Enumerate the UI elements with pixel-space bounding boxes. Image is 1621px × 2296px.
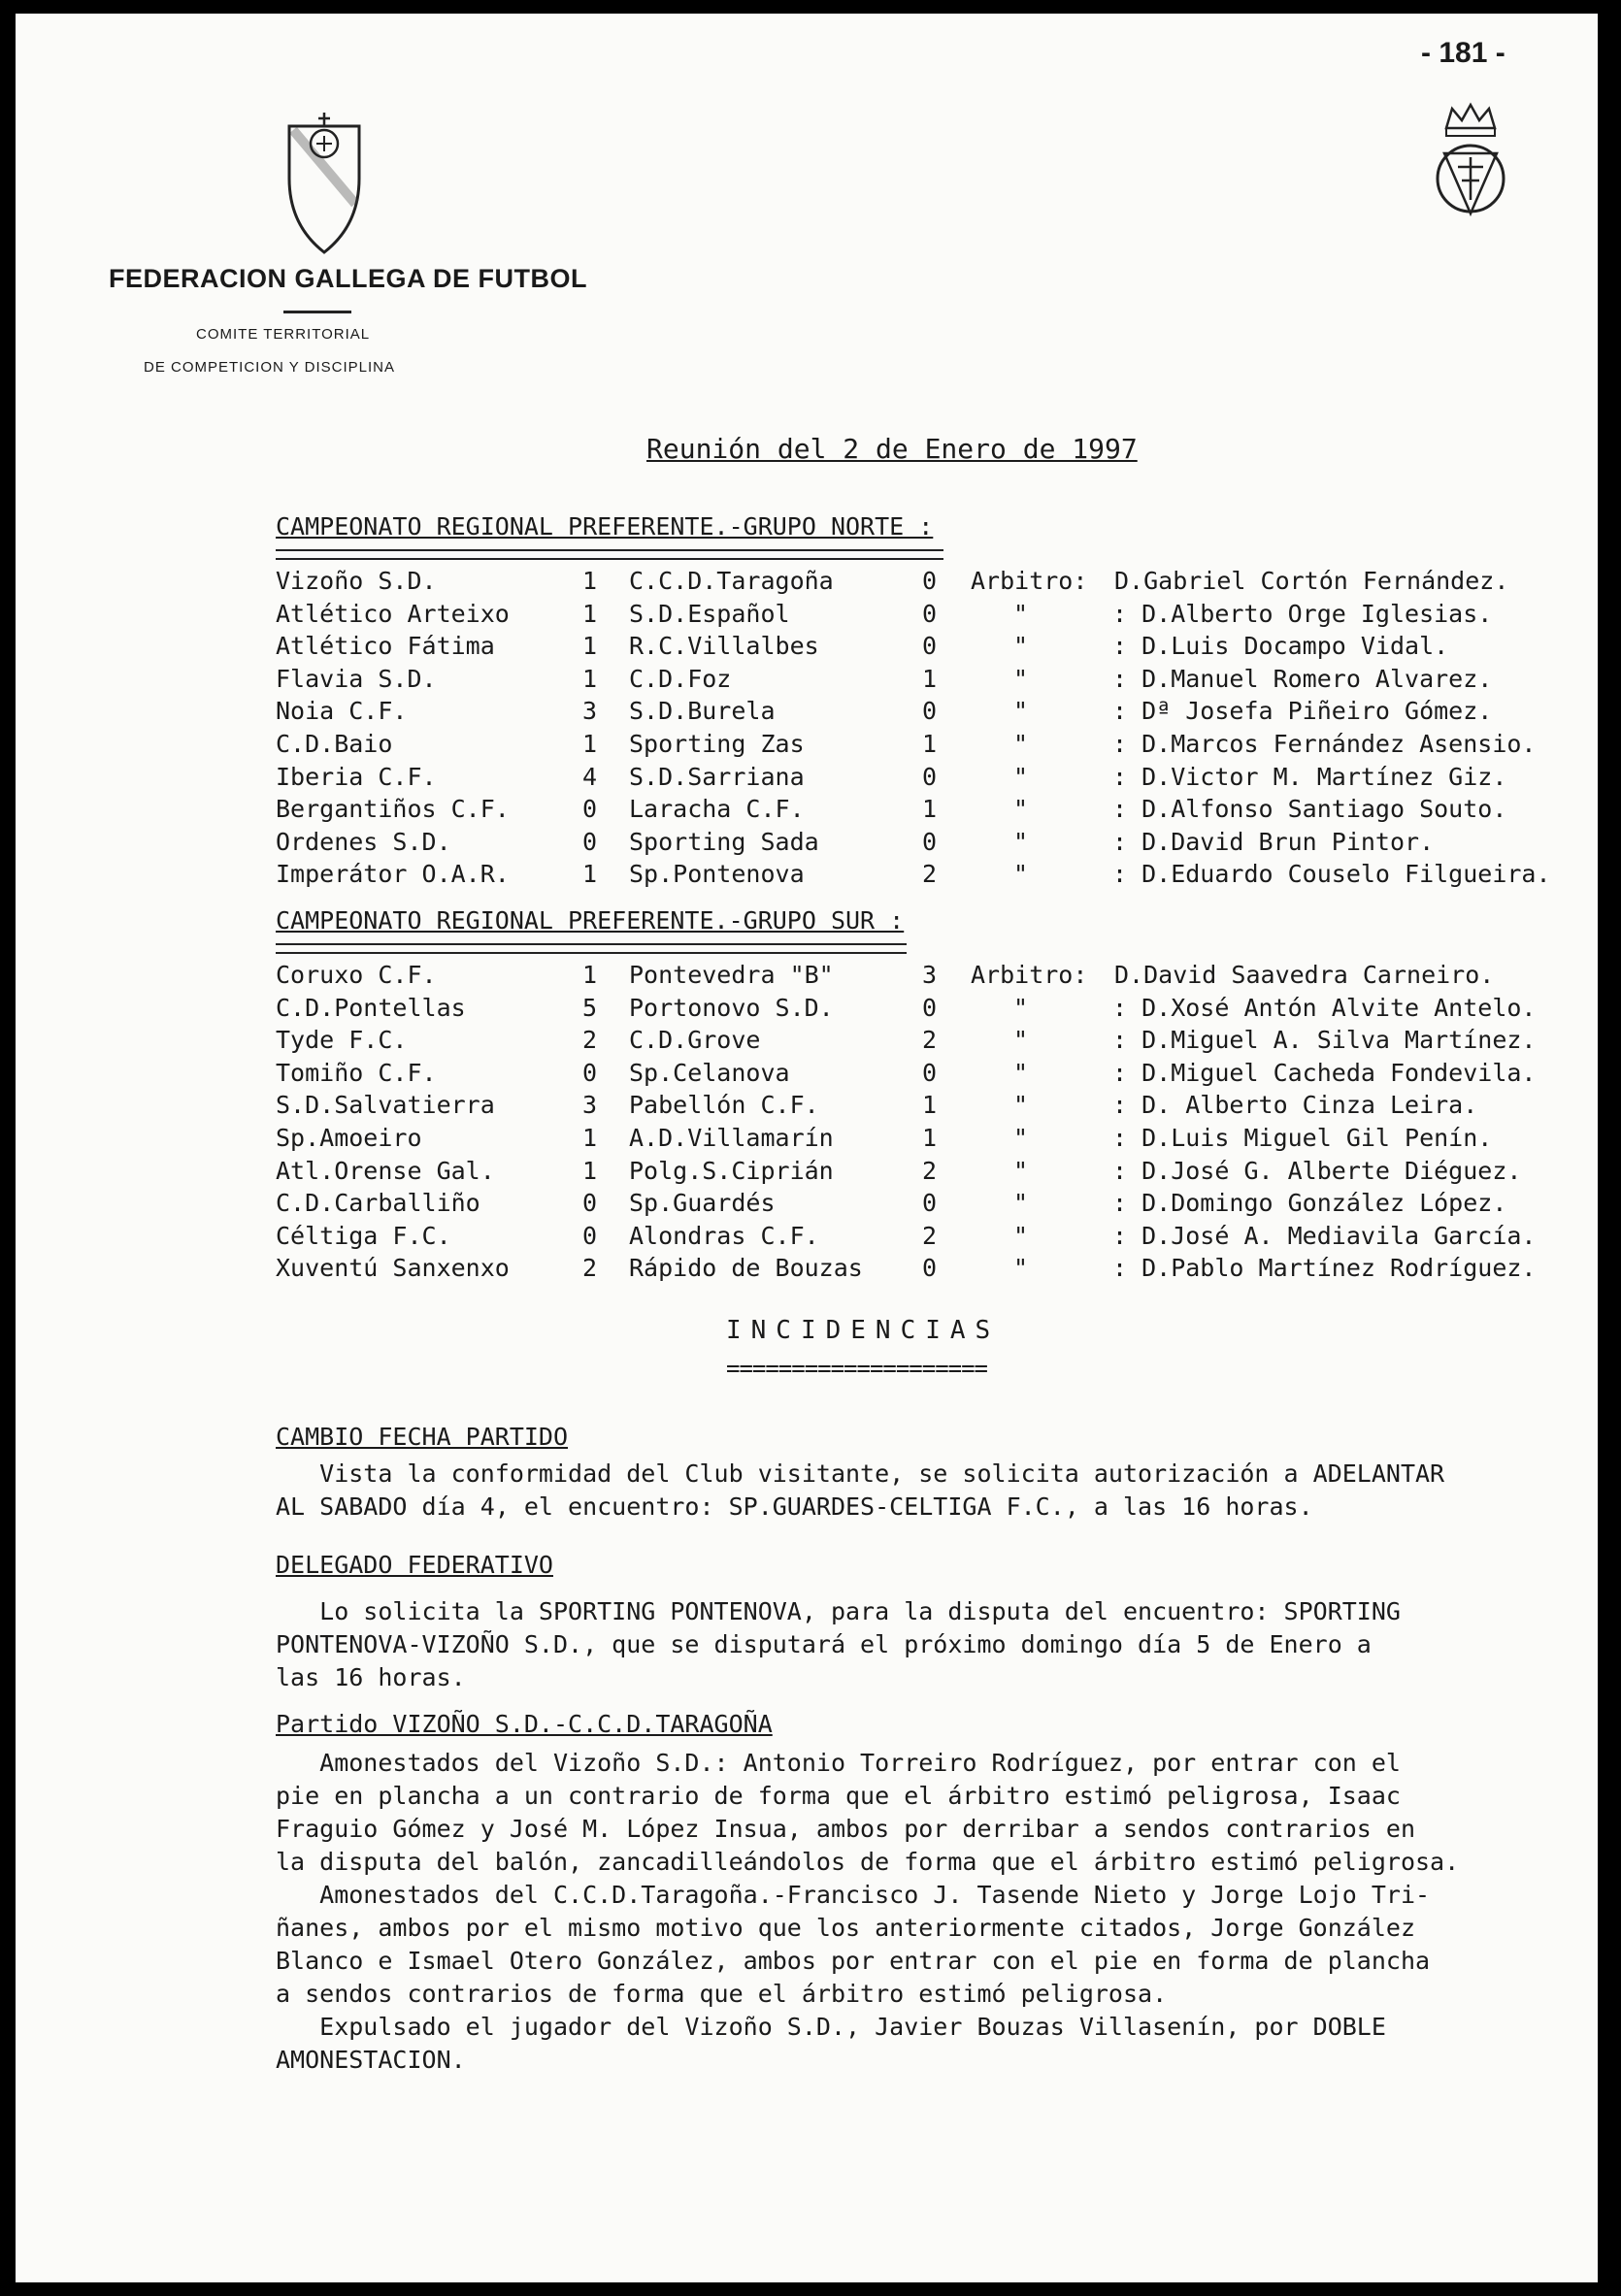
referee-label: " <box>1013 599 1029 628</box>
referee-label: " <box>1013 730 1029 758</box>
home-team: Flavia S.D. <box>276 664 437 693</box>
north-heading-double-rule <box>276 549 943 560</box>
referee-label: " <box>1013 860 1029 889</box>
text-line: Lo solicita la SPORTING PONTENOVA, para la disputa del encuentro: SPORTING <box>276 1597 1401 1625</box>
away-team: Sp.Pontenova <box>629 860 805 889</box>
referee-name: : D. Alberto Cinza Leira. <box>1112 1091 1478 1120</box>
referee-name: : D.Victor M. Martínez Giz. <box>1112 762 1507 791</box>
home-team: Coruxo C.F. <box>276 961 437 989</box>
away-score: 3 <box>922 961 938 989</box>
away-score: 1 <box>922 1124 938 1152</box>
home-team: Bergantiños C.F. <box>276 795 510 824</box>
away-score: 1 <box>922 1091 938 1120</box>
referee-label: " <box>1013 993 1029 1022</box>
referee-label: " <box>1013 1156 1029 1185</box>
away-team: Sp.Guardés <box>629 1189 776 1218</box>
away-team: Sporting Sada <box>629 827 819 856</box>
south-results-table <box>276 961 1576 1291</box>
away-team: S.D.Español <box>629 599 790 628</box>
referee-label: " <box>1013 1221 1029 1250</box>
home-score: 0 <box>582 1221 598 1250</box>
home-team: Atlético Arteixo <box>276 599 510 628</box>
away-score: 2 <box>922 1221 938 1250</box>
home-score: 1 <box>582 1124 598 1152</box>
home-team: C.D.Carballiño <box>276 1189 480 1218</box>
home-score: 1 <box>582 1156 598 1185</box>
referee-name: : D.Alfonso Santiago Souto. <box>1112 795 1507 824</box>
referee-name: D.Gabriel Cortón Fernández. <box>1114 567 1509 595</box>
referee-label: " <box>1013 1091 1029 1120</box>
text-line: Blanco e Ismael Otero González, ambos por entrar con el pie en forma de plancha <box>276 1947 1431 1975</box>
away-team: Pontevedra "B" <box>629 961 834 989</box>
away-team: C.D.Foz <box>629 664 732 693</box>
south-heading-double-rule <box>276 943 907 954</box>
away-team: C.D.Grove <box>629 1026 761 1055</box>
referee-label: " <box>1013 1058 1029 1087</box>
away-team: A.D.Villamarín <box>629 1124 834 1152</box>
away-score: 1 <box>922 664 938 693</box>
south-group-heading: CAMPEONATO REGIONAL PREFERENTE.-GRUPO SUR : <box>276 906 905 935</box>
referee-name: : D.Pablo Martínez Rodríguez. <box>1112 1254 1537 1283</box>
away-score: 1 <box>922 730 938 758</box>
referee-name: D.David Saavedra Carneiro. <box>1114 961 1495 989</box>
away-team: Sporting Zas <box>629 730 805 758</box>
referee-label: " <box>1013 632 1029 661</box>
referee-name: : D.Miguel A. Silva Martínez. <box>1112 1026 1537 1055</box>
away-score: 2 <box>922 860 938 889</box>
meeting-title: Reunión del 2 de Enero de 1997 <box>646 433 1138 465</box>
text-line: Amonestados del C.C.D.Taragoña.-Francisco J. Tasende Nieto y Jorge Lojo Tri- <box>276 1881 1431 1909</box>
referee-label: " <box>1013 1026 1029 1055</box>
referee-name: : D.Marcos Fernández Asensio. <box>1112 730 1537 758</box>
home-score: 1 <box>582 632 598 661</box>
delegado-federativo-body <box>276 1595 1401 1694</box>
referee-label: Arbitro: <box>971 567 1088 595</box>
away-score: 0 <box>922 599 938 628</box>
referee-name: : D.Luis Docampo Vidal. <box>1112 632 1449 661</box>
referee-name: : D.Domingo González López. <box>1112 1189 1507 1218</box>
away-score: 2 <box>922 1026 938 1055</box>
away-score: 0 <box>922 1254 938 1283</box>
home-team: Vizoño S.D. <box>276 567 437 595</box>
referee-name: : Dª Josefa Piñeiro Gómez. <box>1112 697 1493 726</box>
text-line: pie en plancha a un contrario de forma que el árbitro estimó peligrosa, Isaac <box>276 1782 1401 1810</box>
away-team: R.C.Villalbes <box>629 632 819 661</box>
away-team: C.C.D.Taragoña <box>629 567 834 595</box>
cambio-fecha-body <box>276 1458 1444 1524</box>
partido-body <box>276 1747 1459 2077</box>
away-score: 0 <box>922 632 938 661</box>
away-team: S.D.Sarriana <box>629 762 805 791</box>
home-score: 0 <box>582 827 598 856</box>
home-team: Atl.Orense Gal. <box>276 1156 495 1185</box>
home-team: Xuventú Sanxenxo <box>276 1254 510 1283</box>
rfef-crown-crest-logo <box>1433 99 1508 225</box>
away-score: 0 <box>922 827 938 856</box>
home-score: 0 <box>582 795 598 824</box>
home-team: Tyde F.C. <box>276 1026 408 1055</box>
referee-name: : D.Alberto Orge Iglesias. <box>1112 599 1493 628</box>
text-line: Expulsado el jugador del Vizoño S.D., Javier Bouzas Villasenín, por DOBLE <box>276 2013 1386 2041</box>
header-divider <box>283 311 351 313</box>
text-line: a sendos contrarios de forma que el árbitro estimó peligrosa. <box>276 1980 1168 2008</box>
home-team: Sp.Amoeiro <box>276 1124 422 1152</box>
away-team: Laracha C.F. <box>629 795 805 824</box>
home-score: 4 <box>582 762 598 791</box>
committee-line-2: DE COMPETICION Y DISCIPLINA <box>144 359 395 376</box>
away-team: Rápido de Bouzas <box>629 1254 863 1283</box>
page-number: - 181 - <box>1421 37 1505 69</box>
cambio-fecha-heading: CAMBIO FECHA PARTIDO <box>276 1423 569 1451</box>
home-team: Atlético Fátima <box>276 632 495 661</box>
home-team: Noia C.F. <box>276 697 408 726</box>
incidencias-underline: ==================== <box>726 1355 987 1382</box>
referee-label: " <box>1013 1124 1029 1152</box>
referee-name: : D.David Brun Pintor. <box>1112 827 1435 856</box>
referee-name: : D.Xosé Antón Alvite Antelo. <box>1112 993 1537 1022</box>
federation-shield-logo <box>283 111 365 256</box>
home-team: S.D.Salvatierra <box>276 1091 495 1120</box>
home-score: 0 <box>582 1189 598 1218</box>
text-line: AMONESTACION. <box>276 2046 466 2074</box>
committee-line-1: COMITE TERRITORIAL <box>196 326 371 343</box>
incidencias-heading: INCIDENCIAS <box>726 1316 1001 1345</box>
home-score: 1 <box>582 567 598 595</box>
text-line: Vista la conformidad del Club visitante, se solicita autorización a ADELANTAR <box>276 1460 1445 1488</box>
away-score: 1 <box>922 795 938 824</box>
delegado-federativo-heading: DELEGADO FEDERATIVO <box>276 1551 553 1579</box>
home-score: 1 <box>582 860 598 889</box>
home-team: Iberia C.F. <box>276 762 437 791</box>
home-team: Céltiga F.C. <box>276 1221 451 1250</box>
away-team: Portonovo S.D. <box>629 993 834 1022</box>
text-line: la disputa del balón, zancadilleándolos de forma que el árbitro estimó peligrosa. <box>276 1848 1460 1876</box>
referee-label: " <box>1013 827 1029 856</box>
referee-label: " <box>1013 1254 1029 1283</box>
away-score: 0 <box>922 1058 938 1087</box>
away-team: Alondras C.F. <box>629 1221 819 1250</box>
away-score: 0 <box>922 1189 938 1218</box>
home-team: C.D.Baio <box>276 730 393 758</box>
away-score: 0 <box>922 567 938 595</box>
away-score: 2 <box>922 1156 938 1185</box>
document-page <box>16 14 1598 2282</box>
referee-label: " <box>1013 795 1029 824</box>
referee-label: Arbitro: <box>971 961 1088 989</box>
organization-name: FEDERACION GALLEGA DE FUTBOL <box>109 264 587 293</box>
text-line: PONTENOVA-VIZOÑO S.D., que se disputará el próximo domingo día 5 de Enero a <box>276 1630 1372 1658</box>
text-line: Amonestados del Vizoño S.D.: Antonio Torreiro Rodríguez, por entrar con el <box>276 1749 1401 1777</box>
referee-name: : D.José G. Alberte Diéguez. <box>1112 1156 1522 1185</box>
text-line: Fraguio Gómez y José M. López Insua, ambos por derribar a sendos contrarios en <box>276 1815 1415 1843</box>
referee-label: " <box>1013 697 1029 726</box>
away-team: S.D.Burela <box>629 697 776 726</box>
away-score: 0 <box>922 762 938 791</box>
away-team: Pabellón C.F. <box>629 1091 819 1120</box>
referee-name: : D.Miguel Cacheda Fondevila. <box>1112 1058 1537 1087</box>
home-score: 1 <box>582 599 598 628</box>
referee-name: : D.Manuel Romero Alvarez. <box>1112 664 1493 693</box>
referee-name: : D.José A. Mediavila García. <box>1112 1221 1537 1250</box>
home-team: Tomiño C.F. <box>276 1058 437 1087</box>
north-results-table <box>276 567 1576 897</box>
text-line: las 16 horas. <box>276 1663 466 1691</box>
home-score: 1 <box>582 961 598 989</box>
home-score: 1 <box>582 730 598 758</box>
referee-label: " <box>1013 762 1029 791</box>
home-team: Imperátor O.A.R. <box>276 860 510 889</box>
referee-name: : D.Luis Miguel Gil Penín. <box>1112 1124 1493 1152</box>
partido-heading: Partido VIZOÑO S.D.-C.C.D.TARAGOÑA <box>276 1710 773 1738</box>
home-score: 5 <box>582 993 598 1022</box>
referee-label: " <box>1013 1189 1029 1218</box>
text-line: AL SABADO día 4, el encuentro: SP.GUARDES-CELTIGA F.C., a las 16 horas. <box>276 1492 1313 1521</box>
away-team: Polg.S.Ciprián <box>629 1156 834 1185</box>
referee-label: " <box>1013 664 1029 693</box>
referee-name: : D.Eduardo Couselo Filgueira. <box>1112 860 1551 889</box>
home-score: 1 <box>582 664 598 693</box>
home-team: C.D.Pontellas <box>276 993 466 1022</box>
north-group-heading: CAMPEONATO REGIONAL PREFERENTE.-GRUPO NORTE : <box>276 512 934 541</box>
home-score: 3 <box>582 1091 598 1120</box>
home-score: 3 <box>582 697 598 726</box>
home-score: 2 <box>582 1026 598 1055</box>
away-score: 0 <box>922 697 938 726</box>
away-team: Sp.Celanova <box>629 1058 790 1087</box>
home-score: 0 <box>582 1058 598 1087</box>
text-line: ñanes, ambos por el mismo motivo que los anteriormente citados, Jorge González <box>276 1914 1415 1942</box>
away-score: 0 <box>922 993 938 1022</box>
home-score: 2 <box>582 1254 598 1283</box>
home-team: Ordenes S.D. <box>276 827 451 856</box>
